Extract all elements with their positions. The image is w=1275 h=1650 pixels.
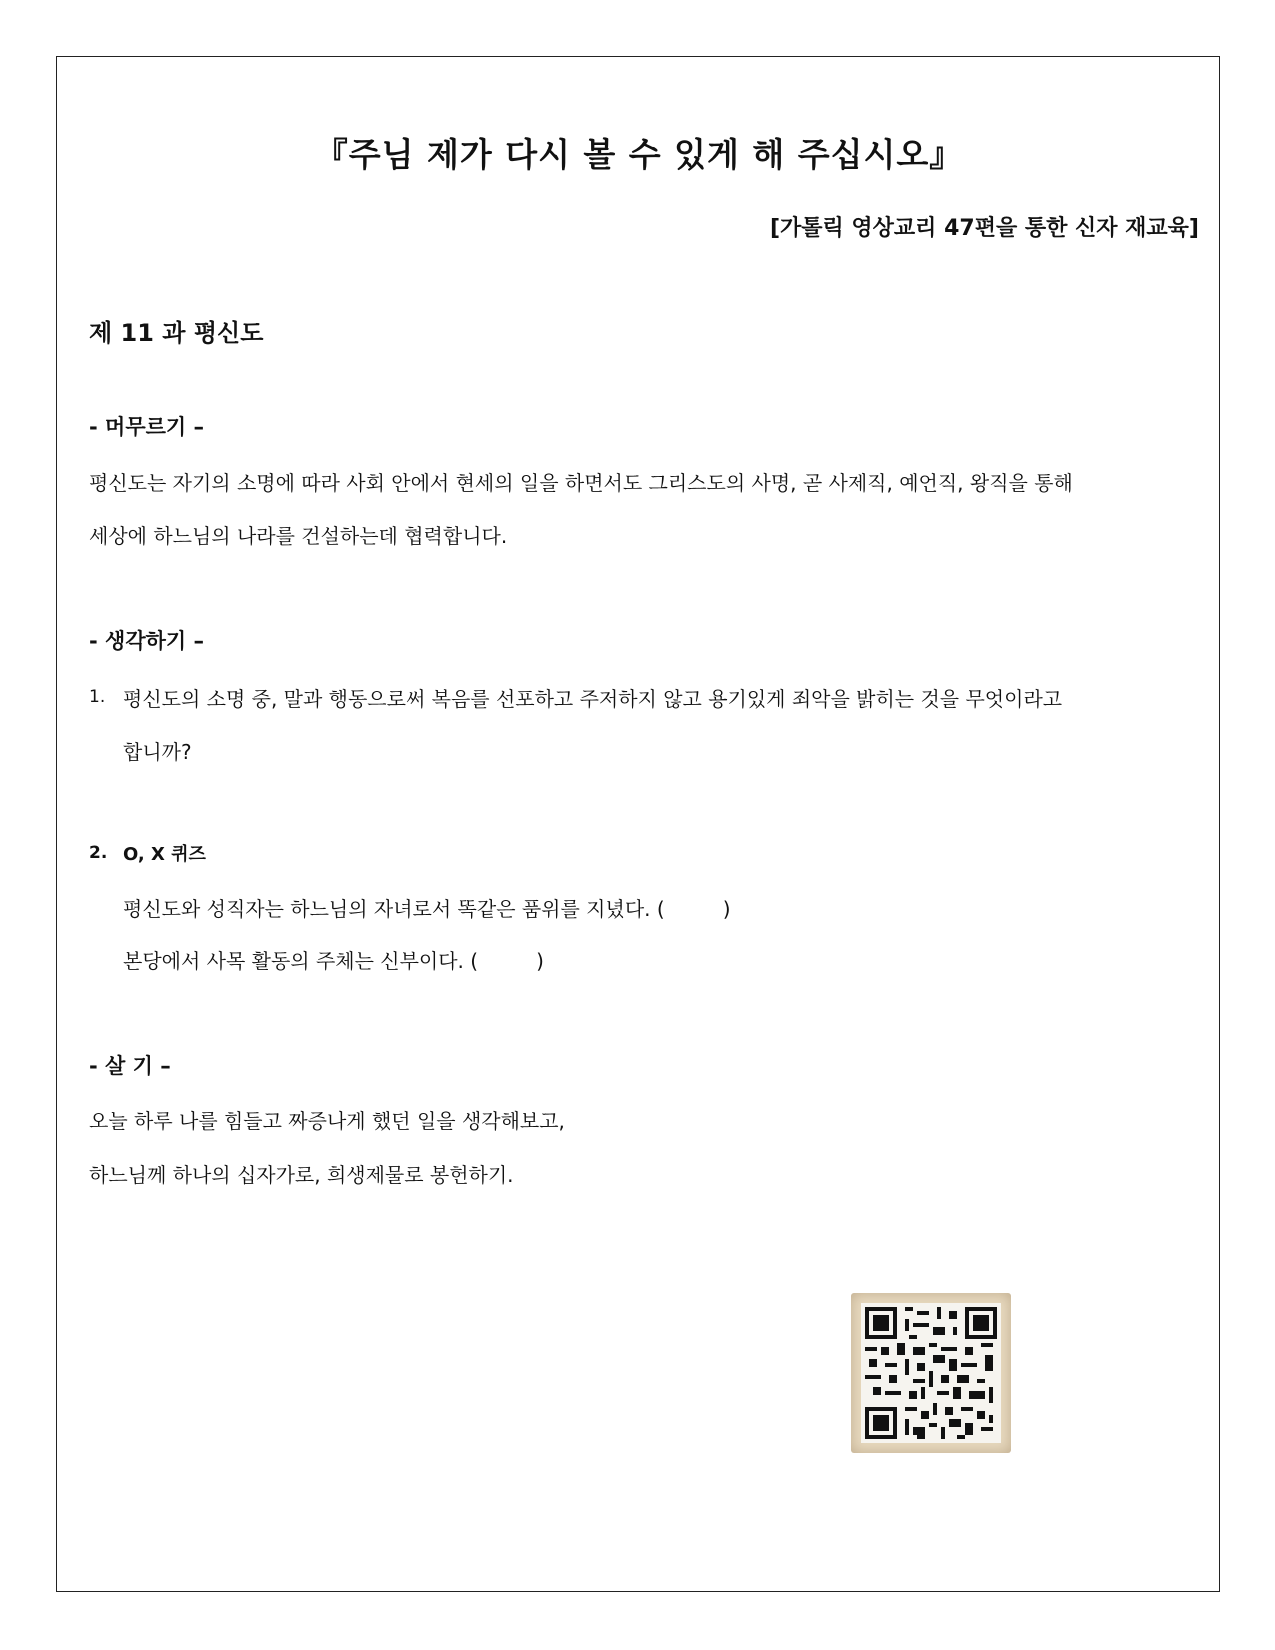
question-1-number: 1. [89, 687, 106, 707]
document-subtitle: [가톨릭 영상교리 47편을 통한 신자 재교육] [769, 216, 1199, 241]
quiz-item-2-close: ) [536, 949, 544, 973]
quiz-item-2-text: 본당에서 사목 활동의 주체는 신부이다. [123, 949, 464, 973]
question-1-line-2: 합니까? [123, 740, 192, 764]
question-2-number: 2. [89, 843, 108, 863]
quiz-item-1-text: 평신도와 성직자는 하느님의 자녀로서 똑같은 품위를 지녔다. [123, 897, 651, 921]
quiz-item-2-open: ( [470, 949, 479, 973]
section-heading-stay: - 머무르기 – [89, 415, 204, 439]
lesson-title: 제 11 과 평신도 [89, 319, 264, 347]
page-frame [56, 56, 1220, 1592]
live-line-1: 오늘 하루 나를 힘들고 짜증나게 했던 일을 생각해보고, [89, 1109, 565, 1133]
quiz-item-1-open: ( [656, 897, 665, 921]
live-line-2: 하느님께 하나의 십자가로, 희생제물로 봉헌하기. [89, 1163, 514, 1187]
stay-line-1: 평신도는 자기의 소명에 따라 사회 안에서 현세의 일을 하면서도 그리스도의 사명, 곧 사제직, 예언직, 왕직을 통해 [89, 471, 1073, 495]
section-heading-live: - 살 기 – [89, 1054, 171, 1078]
quiz-title: O, X 퀴즈 [123, 844, 206, 865]
quiz-item-1-close: ) [722, 897, 731, 921]
qr-code-graphic [861, 1303, 1001, 1443]
qr-code-icon[interactable] [851, 1293, 1011, 1453]
quiz-item-1 [123, 893, 731, 922]
quiz-item-2 [123, 945, 544, 974]
document-title: 『주님 제가 다시 볼 수 있게 해 주십시오』 [314, 135, 964, 174]
question-1-line-1: 평신도의 소명 중, 말과 행동으로써 복음를 선포하고 주저하지 않고 용기있게 죄악을 밝히는 것을 무엇이라고 [123, 687, 1063, 711]
stay-line-2: 세상에 하느님의 나라를 건설하는데 협력합니다. [89, 524, 508, 548]
section-heading-think: - 생각하기 – [89, 629, 204, 653]
